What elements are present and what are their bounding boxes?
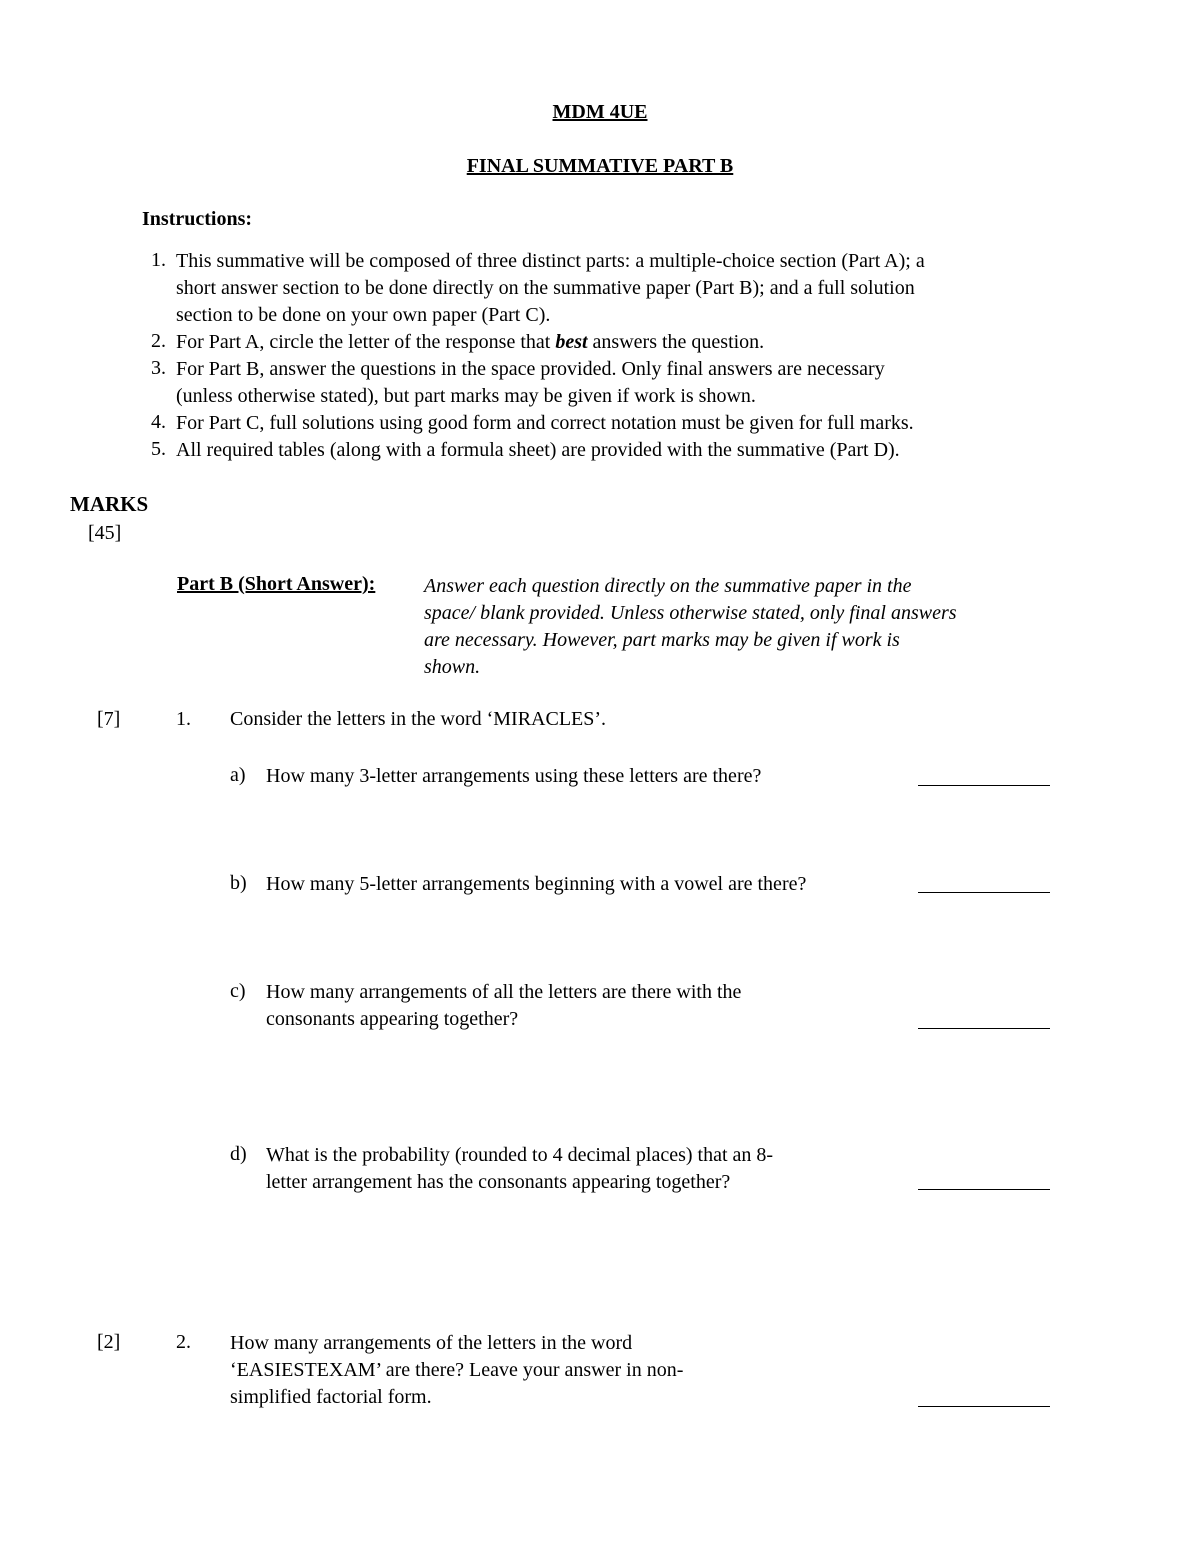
instruction-number: 2.	[151, 330, 166, 352]
answer-blank[interactable]	[918, 1406, 1050, 1407]
instruction-line: short answer section to be done directly on the summative paper (Part B); and a full solution	[176, 277, 915, 299]
subpart-line: letter arrangement has the consonants appearing together?	[266, 1171, 731, 1193]
instruction-line: All required tables (along with a formula sheet) are provided with the summative (Part D).	[176, 439, 900, 461]
subpart-label: b)	[230, 872, 247, 894]
instruction-number: 1.	[151, 249, 166, 271]
subpart-line: What is the probability (rounded to 4 decimal places) that an 8-	[266, 1144, 774, 1166]
subpart-line: How many 3-letter arrangements using these letters are there?	[266, 765, 762, 787]
subpart-label: c)	[230, 980, 246, 1002]
instruction-item	[176, 248, 1076, 329]
question-text	[230, 1330, 683, 1411]
answer-blank[interactable]	[918, 1189, 1050, 1190]
subpart-line: How many 5-letter arrangements beginning with a vowel are there?	[266, 873, 807, 895]
subpart-text	[266, 871, 806, 898]
instruction-item	[176, 410, 1076, 437]
subpart-line: How many arrangements of all the letters are there with the	[266, 981, 742, 1003]
instruction-item	[176, 437, 1076, 464]
instructions-heading: Instructions:	[142, 208, 253, 230]
instruction-number: 3.	[151, 357, 166, 379]
instruction-number: 4.	[151, 411, 166, 433]
subpart-label: a)	[230, 764, 246, 786]
instruction-line: section to be done on your own paper (Part C).	[176, 304, 551, 326]
part-b-note	[424, 573, 957, 681]
marks-total: [45]	[88, 522, 122, 544]
question-line: simplified factorial form.	[230, 1386, 432, 1408]
instruction-line: (unless otherwise stated), but part marks may be given if work is shown.	[176, 385, 756, 407]
instruction-line: For Part B, answer the questions in the space provided. Only final answers are necessary	[176, 358, 885, 380]
question-line: ‘EASIESTEXAM’ are there? Leave your answer in non-	[230, 1359, 684, 1381]
instruction-item	[176, 356, 1076, 410]
instruction-number: 5.	[151, 438, 166, 460]
subpart-text	[266, 763, 761, 790]
subpart-text	[266, 979, 741, 1033]
answer-blank[interactable]	[918, 892, 1050, 893]
question-text: Consider the letters in the word ‘MIRACLES’.	[230, 708, 607, 730]
question-number: 2.	[176, 1331, 191, 1353]
question-marks: [7]	[97, 708, 121, 730]
answer-blank[interactable]	[918, 785, 1050, 786]
subpart-label: d)	[230, 1143, 247, 1165]
marks-heading: MARKS	[70, 492, 149, 516]
subpart-line: consonants appearing together?	[266, 1008, 519, 1030]
instruction-line: For Part C, full solutions using good form and correct notation must be given for full marks.	[176, 412, 914, 434]
instruction-text: For Part A, circle the letter of the response that	[176, 331, 556, 353]
instruction-item	[176, 329, 1076, 356]
question-number: 1.	[176, 708, 191, 730]
part-b-note-line: space/ blank provided. Unless otherwise stated, only final answers	[424, 602, 957, 624]
answer-blank[interactable]	[918, 1028, 1050, 1029]
question-marks: [2]	[97, 1331, 121, 1353]
instruction-line: This summative will be composed of three distinct parts: a multiple-choice section (Part A); a	[176, 250, 925, 272]
part-b-note-line: are necessary. However, part marks may be given if work is	[424, 629, 900, 651]
instruction-text: answers the question.	[587, 331, 765, 353]
instruction-emphasis: best	[555, 331, 588, 353]
course-code: MDM 4UE	[552, 101, 648, 123]
question-line: How many arrangements of the letters in the word	[230, 1332, 633, 1354]
part-b-label: Part B (Short Answer):	[177, 573, 376, 595]
part-b-note-line: Answer each question directly on the summative paper in the	[424, 575, 912, 597]
part-b-note-line: shown.	[424, 656, 481, 678]
subpart-text	[266, 1142, 773, 1196]
page-title: FINAL SUMMATIVE PART B	[466, 155, 734, 177]
